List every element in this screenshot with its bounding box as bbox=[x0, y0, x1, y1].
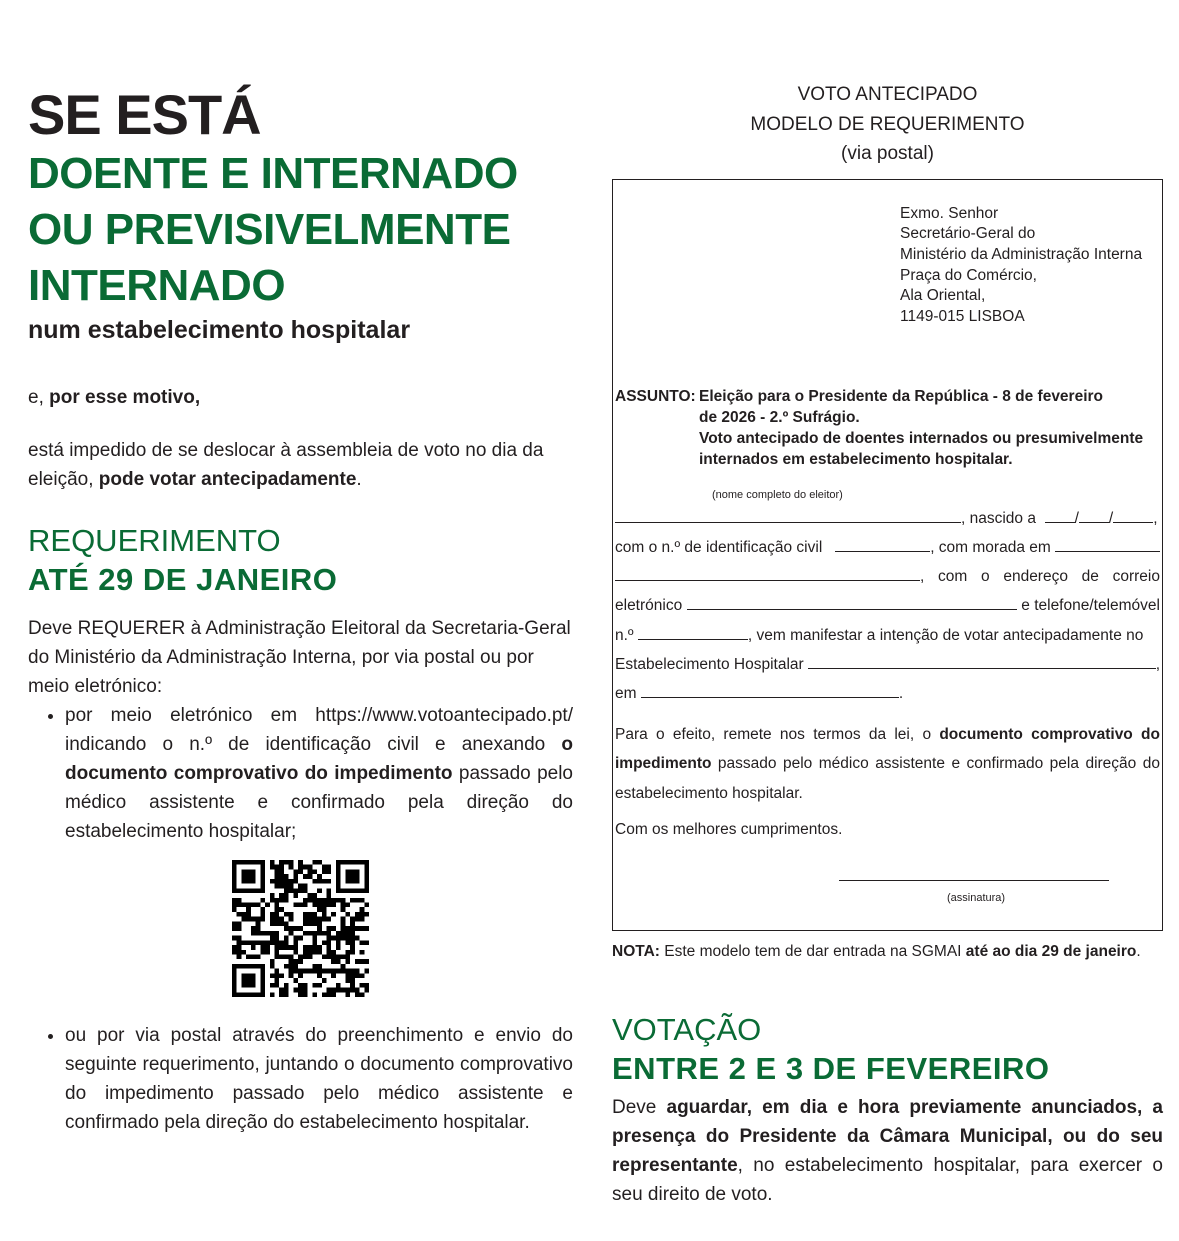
note-bold: até ao dia 29 de janeiro bbox=[965, 942, 1137, 960]
recipient-address bbox=[900, 204, 1160, 328]
label-in: em bbox=[615, 684, 637, 702]
heading-se-esta: SE ESTÁ bbox=[28, 83, 261, 146]
note-end: . bbox=[1136, 942, 1141, 960]
form-title-line: MODELO DE REQUERIMENTO bbox=[750, 113, 1025, 135]
request-form bbox=[612, 179, 1163, 931]
subheading: num estabelecimento hospitalar bbox=[28, 316, 411, 344]
birth-year-field[interactable] bbox=[1113, 506, 1153, 523]
signature-line[interactable] bbox=[839, 880, 1109, 881]
list-item-postal: • ou por via postal através do preenchimento e envio do seguinte requerimento, juntando o documento comprovativo do impedimento passado pelo médico assistente e confirmado pela direção do estabelecimento hospitalar. bbox=[65, 1021, 573, 1137]
request-methods-list bbox=[28, 701, 573, 846]
address-line: 1149-015 LISBOA bbox=[900, 308, 1025, 326]
votacao-heading bbox=[612, 1011, 1163, 1089]
form-title-line: VOTO ANTECIPADO bbox=[797, 84, 978, 105]
signature-hint: (assinatura) bbox=[947, 891, 1006, 904]
form-paragraph bbox=[615, 720, 1160, 808]
label-intent: , vem manifestar a intenção de votar antecipadamente no bbox=[747, 626, 1144, 644]
bullet-text: passado pelo médico assistente e confirmado pela direção do estabelecimento hospitalar; bbox=[65, 763, 573, 842]
label-email: , com o endereço de correio bbox=[920, 568, 1160, 586]
subject-label: ASSUNTO: bbox=[615, 387, 696, 405]
intro-text: e, bbox=[28, 387, 50, 408]
id-field[interactable] bbox=[835, 535, 930, 552]
para-text: Para o efeito, remete nos termos da lei, o bbox=[615, 726, 940, 744]
subject-line: Eleição para o Presidente da República - 8 de fevereiro bbox=[699, 387, 1104, 405]
name-field[interactable] bbox=[615, 506, 961, 523]
requerimento-deadline: ATÉ 29 DE JANEIRO bbox=[28, 562, 338, 597]
subject-line: de 2026 - 2.º Sufrágio. bbox=[699, 408, 860, 426]
closing: Com os melhores cumprimentos. bbox=[615, 820, 843, 838]
address-field[interactable] bbox=[1055, 535, 1160, 552]
address-field-2[interactable] bbox=[615, 564, 920, 581]
hospital-field[interactable] bbox=[808, 652, 1156, 669]
email-field[interactable] bbox=[687, 593, 1017, 610]
note-text: Este modelo tem de dar entrada na SGMAI bbox=[659, 942, 966, 960]
form-fields: , nascido a / / , com o n.º de identificação civil , com morada em , com o endereço de correio eletrónico e telefone/telemóvel n.º , vem manifestar a intenção de votar antecipadamente no Estabelecimento Hospitalar , em . bbox=[615, 504, 1160, 708]
label-number: n.º bbox=[615, 626, 634, 644]
vot-bold: aguardar, em dia e hora previamente anunciados, a presença do Presidente da Câmara Municipal, ou do seu representante bbox=[612, 1096, 1163, 1176]
right-column bbox=[612, 80, 1163, 1209]
subject-line: Voto antecipado de doentes internados ou presumivelmente bbox=[699, 429, 1144, 447]
label-born: , nascido a bbox=[961, 509, 1036, 527]
address-line: Ala Oriental, bbox=[900, 287, 986, 305]
para-text: passado pelo médico assistente e confirmado pela direção do estabelecimento hospitalar. bbox=[615, 755, 1160, 802]
label-address: , com morada em bbox=[930, 538, 1051, 556]
qr-code-icon[interactable] bbox=[232, 860, 369, 997]
bullet-bold: o documento comprovativo do impedimento bbox=[65, 734, 573, 784]
form-title bbox=[612, 80, 1163, 169]
vot-text: Deve bbox=[612, 1096, 667, 1118]
impediment-plain: está impedido de se deslocar à assembleia de voto no dia da eleição, bbox=[28, 440, 544, 490]
left-column bbox=[28, 84, 573, 1137]
note-label: NOTA: bbox=[612, 942, 660, 960]
impediment-text bbox=[28, 436, 573, 494]
heading-line: INTERNADO bbox=[28, 261, 286, 310]
name-hint: (nome completo do eleitor) bbox=[712, 488, 843, 501]
intro-bold: por esse motivo, bbox=[49, 387, 201, 408]
heading-line: DOENTE E INTERNADO bbox=[28, 149, 518, 198]
place-field[interactable] bbox=[641, 681, 899, 698]
subject bbox=[615, 386, 1160, 470]
label-electronic: eletrónico bbox=[615, 597, 683, 615]
requerimento-text: Deve REQUERER à Administração Eleitoral da Secretaria-Geral do Ministério da Administração Interna, por via postal ou por meio eletrónico: bbox=[28, 618, 571, 697]
heading-line: OU PREVISIVELMENTE bbox=[28, 205, 511, 254]
label-id: com o n.º de identificação civil bbox=[615, 538, 823, 556]
vot-text: , no estabelecimento hospitalar, para exercer o seu direito de voto. bbox=[612, 1154, 1163, 1205]
label-phone: e telefone/telemóvel bbox=[1021, 597, 1160, 615]
request-methods-list-2 bbox=[28, 1021, 573, 1137]
impediment-bold: pode votar antecipadamente bbox=[98, 469, 357, 490]
address-line: Praça do Comércio, bbox=[900, 266, 1037, 284]
impediment-end: . bbox=[356, 469, 362, 490]
label-hospital: Estabelecimento Hospitalar bbox=[615, 655, 804, 673]
form-title-line: (via postal) bbox=[841, 143, 934, 164]
note bbox=[612, 943, 1163, 961]
votacao-dates: ENTRE 2 E 3 DE FEVEREIRO bbox=[612, 1050, 1050, 1086]
birth-month-field[interactable] bbox=[1079, 506, 1109, 523]
address-line: Secretário-Geral do bbox=[900, 225, 1036, 243]
bullet-text: por meio eletrónico em https://www.votoantecipado.pt/ indicando o n.º de identificação civil e anexando bbox=[65, 705, 573, 755]
address-line: Ministério da Administração Interna bbox=[900, 245, 1143, 263]
phone-field[interactable] bbox=[638, 623, 748, 640]
address-line: Exmo. Senhor bbox=[900, 204, 999, 222]
votacao-text bbox=[612, 1093, 1163, 1209]
requerimento-title: REQUERIMENTO bbox=[28, 523, 281, 558]
requerimento-heading bbox=[28, 522, 573, 600]
list-item-electronic bbox=[65, 701, 573, 846]
votacao-title: VOTAÇÃO bbox=[612, 1011, 762, 1047]
birth-day-field[interactable] bbox=[1045, 506, 1075, 523]
subject-line: internados em estabelecimento hospitalar. bbox=[699, 450, 1013, 468]
intro bbox=[28, 383, 573, 412]
para-bold: documento comprovativo do impedimento bbox=[615, 726, 1160, 773]
